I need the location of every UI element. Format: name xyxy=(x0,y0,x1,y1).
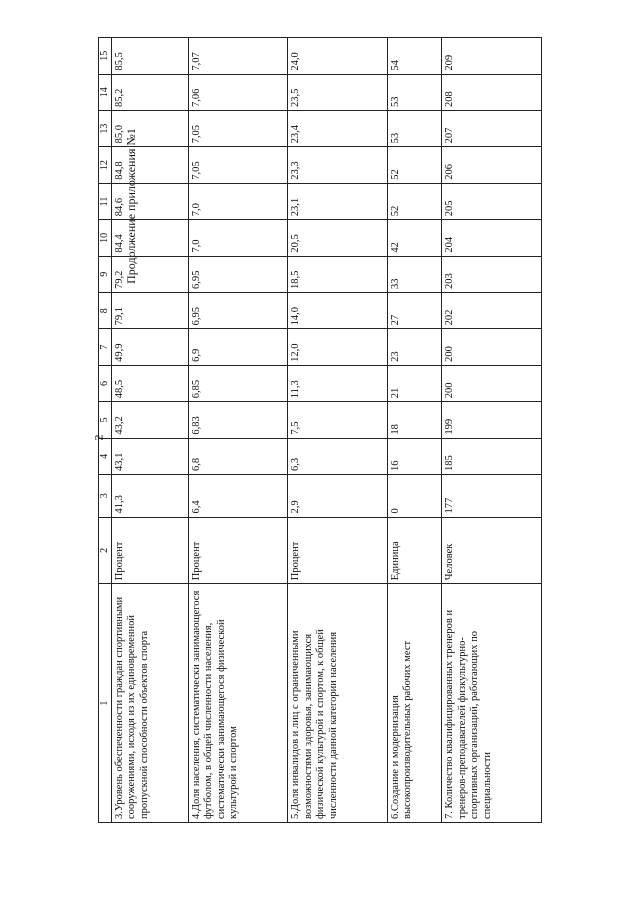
value-cell: 85,2 xyxy=(111,74,188,110)
value-cell: 14,0 xyxy=(288,293,388,329)
column-header: 9 xyxy=(99,256,112,292)
table-row xyxy=(288,38,388,823)
indicator-name: 6.Создание и модернизация высокопроизводительных рабочих мест xyxy=(388,584,442,823)
value-cell: 54 xyxy=(388,38,442,75)
value-cell: 205 xyxy=(442,183,542,219)
table-body xyxy=(111,38,541,823)
indicator-name: 5.Доля инвалидов и лиц с ограниченными возможностями здоровья, занимающихся физической культурой и спортом, к общей численности данной категории населения xyxy=(288,584,388,823)
value-cell: 0 xyxy=(388,475,442,517)
value-cell: 20,5 xyxy=(288,220,388,256)
value-cell: 7,5 xyxy=(288,402,388,438)
value-cell: 2,9 xyxy=(288,475,388,517)
value-cell: 33 xyxy=(388,256,442,292)
unit-cell: Процент xyxy=(188,517,288,584)
value-cell: 43,2 xyxy=(111,402,188,438)
value-cell: 202 xyxy=(442,293,542,329)
value-cell: 7,06 xyxy=(188,74,288,110)
column-header: 6 xyxy=(99,365,112,401)
value-cell: 24,0 xyxy=(288,38,388,75)
value-cell: 27 xyxy=(388,293,442,329)
value-cell: 6,9 xyxy=(188,329,288,365)
value-cell: 6,95 xyxy=(188,256,288,292)
value-cell: 7,05 xyxy=(188,147,288,183)
value-cell: 207 xyxy=(442,110,542,146)
column-header: 3 xyxy=(99,475,112,517)
appendix-title: Продолжение приложения №1 xyxy=(124,128,138,284)
value-cell: 6,85 xyxy=(188,365,288,401)
value-cell: 18 xyxy=(388,402,442,438)
unit-cell: Процент xyxy=(111,517,188,584)
value-cell: 23,3 xyxy=(288,147,388,183)
indicator-name: 3.Уровень обеспеченности граждан спортивными сооружениями, исходя из их единовременной пропускной способности объектов спорта xyxy=(111,584,188,823)
value-cell: 23,1 xyxy=(288,183,388,219)
value-cell: 79,2 xyxy=(111,256,188,292)
indicator-name: 4.Доля населения, систематически занимающегося футболом, в общей численности населения, систематически занимающегося физической культурой и спортом xyxy=(188,584,288,823)
table-row xyxy=(388,38,442,823)
value-cell: 6,83 xyxy=(188,402,288,438)
header-row xyxy=(99,38,112,823)
column-header: 2 xyxy=(99,517,112,584)
value-cell: 199 xyxy=(442,402,542,438)
value-cell: 23 xyxy=(388,329,442,365)
value-cell: 49,9 xyxy=(111,329,188,365)
value-cell: 206 xyxy=(442,147,542,183)
value-cell: 7,0 xyxy=(188,220,288,256)
value-cell: 6,3 xyxy=(288,438,388,474)
column-header: 1 xyxy=(99,584,112,823)
value-cell: 53 xyxy=(388,74,442,110)
table-row xyxy=(188,38,288,823)
value-cell: 84,4 xyxy=(111,220,188,256)
value-cell: 6,4 xyxy=(188,475,288,517)
page-number: 2 xyxy=(91,434,106,441)
column-header: 7 xyxy=(99,329,112,365)
value-cell: 41,3 xyxy=(111,475,188,517)
value-cell: 16 xyxy=(388,438,442,474)
value-cell: 6,8 xyxy=(188,438,288,474)
column-header: 5 xyxy=(99,402,112,438)
value-cell: 209 xyxy=(442,38,542,75)
value-cell: 204 xyxy=(442,220,542,256)
value-cell: 23,5 xyxy=(288,74,388,110)
value-cell: 21 xyxy=(388,365,442,401)
value-cell: 18,5 xyxy=(288,256,388,292)
unit-cell: Единица xyxy=(388,517,442,584)
column-header: 14 xyxy=(99,74,112,110)
value-cell: 208 xyxy=(442,74,542,110)
value-cell: 52 xyxy=(388,183,442,219)
column-header: 12 xyxy=(99,147,112,183)
value-cell: 7,07 xyxy=(188,38,288,75)
value-cell: 12,0 xyxy=(288,329,388,365)
value-cell: 42 xyxy=(388,220,442,256)
value-cell: 23,4 xyxy=(288,110,388,146)
indicator-name: 7. Количество квалифицированных тренеров и тренеров-преподавателей физкультурно-спортивных организаций, работающих по специальности xyxy=(442,584,542,823)
value-cell: 85,0 xyxy=(111,110,188,146)
value-cell: 200 xyxy=(442,329,542,365)
table-row xyxy=(442,38,542,823)
unit-cell: Процент xyxy=(288,517,388,584)
value-cell: 85,5 xyxy=(111,38,188,75)
table-row xyxy=(111,38,188,823)
value-cell: 203 xyxy=(442,256,542,292)
column-header: 13 xyxy=(99,110,112,146)
value-cell: 84,8 xyxy=(111,147,188,183)
column-header: 10 xyxy=(99,220,112,256)
column-header: 15 xyxy=(99,38,112,75)
rotated-table-container xyxy=(98,37,542,823)
value-cell: 43,1 xyxy=(111,438,188,474)
indicators-table xyxy=(98,37,542,823)
value-cell: 185 xyxy=(442,438,542,474)
value-cell: 79,1 xyxy=(111,293,188,329)
value-cell: 7,0 xyxy=(188,183,288,219)
value-cell: 48,5 xyxy=(111,365,188,401)
column-header: 8 xyxy=(99,293,112,329)
column-header: 11 xyxy=(99,183,112,219)
value-cell: 6,95 xyxy=(188,293,288,329)
column-header: 4 xyxy=(99,438,112,474)
value-cell: 52 xyxy=(388,147,442,183)
value-cell: 177 xyxy=(442,475,542,517)
value-cell: 7,05 xyxy=(188,110,288,146)
unit-cell: Человек xyxy=(442,517,542,584)
value-cell: 200 xyxy=(442,365,542,401)
value-cell: 53 xyxy=(388,110,442,146)
value-cell: 11,3 xyxy=(288,365,388,401)
value-cell: 84,6 xyxy=(111,183,188,219)
